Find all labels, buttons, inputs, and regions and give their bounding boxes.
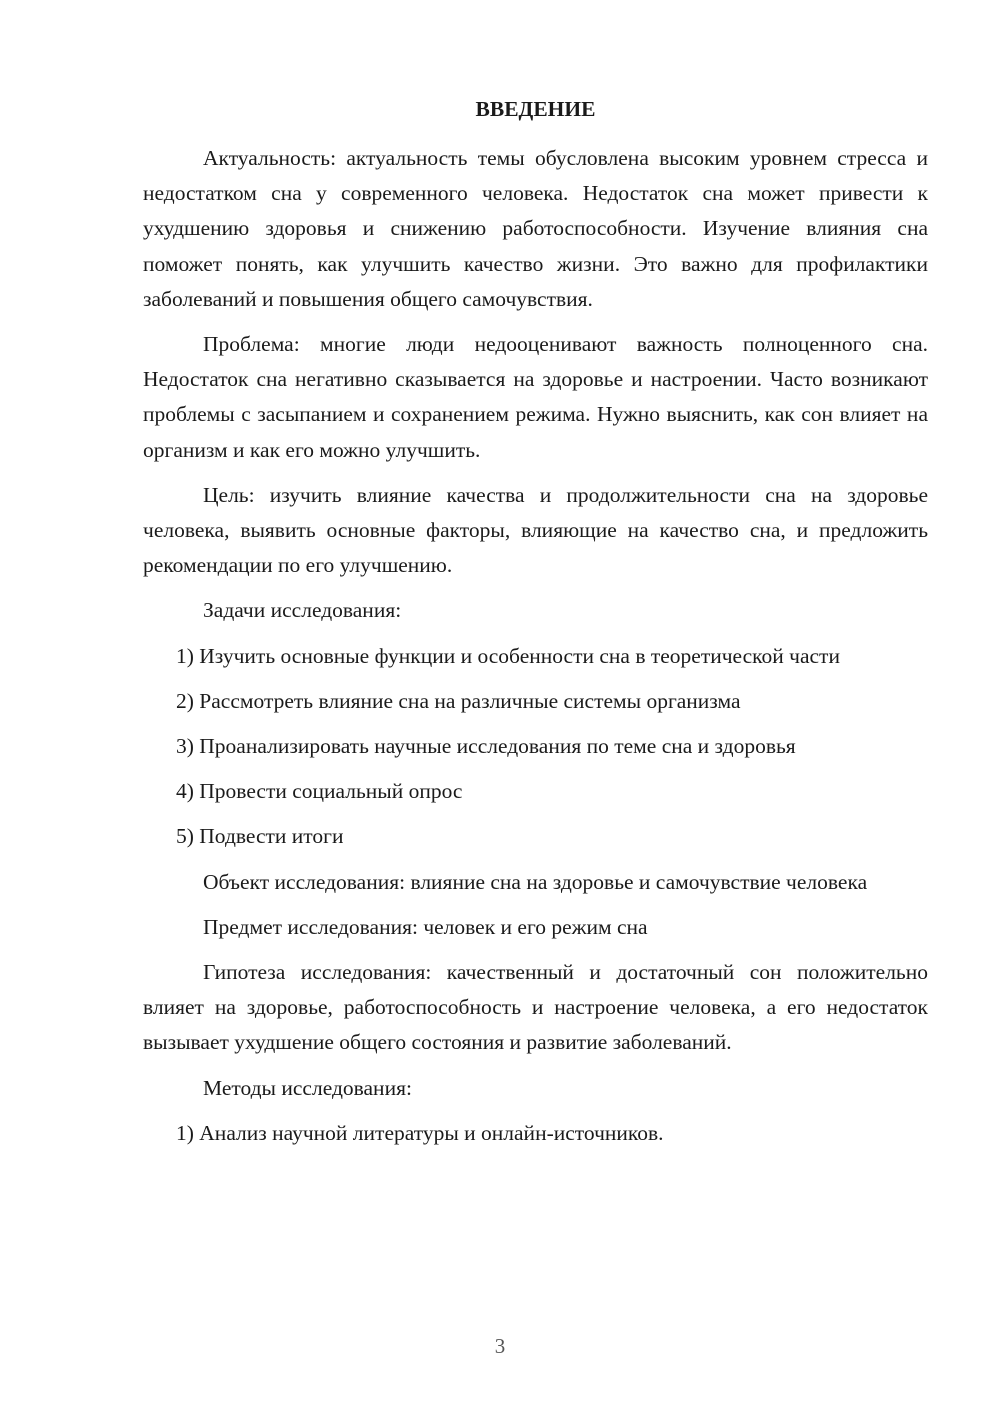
goal-paragraph: Цель: изучить влияние качества и продолжительности сна на здоровье человека, выявить основные факторы, влияющие на качество сна, и предложить рекомендации по его улучшению. xyxy=(143,482,928,578)
object-paragraph: Объект исследования: влияние сна на здоровье и самочувствие человека xyxy=(203,869,868,894)
method-item: 1) Анализ научной литературы и онлайн-источников. xyxy=(176,1120,664,1145)
task-item: 5) Подвести итоги xyxy=(176,824,344,849)
relevance-paragraph: Актуальность: актуальность темы обусловлена высоким уровнем стресса и недостатком сна у современного человека. Недостаток сна может привести к ухудшению здоровья и снижению работоспособности. Изучение влияния сна поможет понять, как улучшить качество жизни. Это важно для профилактики заболеваний и повышения общего самочувствия. xyxy=(143,146,928,311)
task-item: 4) Провести социальный опрос xyxy=(176,779,463,804)
page-title: ВВЕДЕНИЕ xyxy=(475,97,596,121)
page-number: 3 xyxy=(494,1334,506,1358)
tasks-heading: Задачи исследования: xyxy=(203,598,402,623)
task-item: 1) Изучить основные функции и особенности сна в теоретической части xyxy=(176,643,840,668)
subject-paragraph: Предмет исследования: человек и его режим сна xyxy=(203,914,648,939)
task-item: 2) Рассмотреть влияние сна на различные системы организма xyxy=(176,688,741,713)
task-item: 3) Проанализировать научные исследования по теме сна и здоровья xyxy=(176,734,796,759)
methods-heading: Методы исследования: xyxy=(203,1075,412,1100)
problem-paragraph: Проблема: многие люди недооценивают важность полноценного сна. Недостаток сна негативно сказывается на здоровье и настроении. Часто возникают проблемы с засыпанием и сохранением режима. Нужно выяснить, как сон влияет на организм и как его можно улучшить. xyxy=(143,332,928,462)
hypothesis-paragraph: Гипотеза исследования: качественный и достаточный сон положительно влияет на здоровье, работоспособность и настроение человека, а его недостаток вызывает ухудшение общего состояния и развитие заболеваний. xyxy=(143,960,928,1055)
document-page xyxy=(143,92,928,1161)
